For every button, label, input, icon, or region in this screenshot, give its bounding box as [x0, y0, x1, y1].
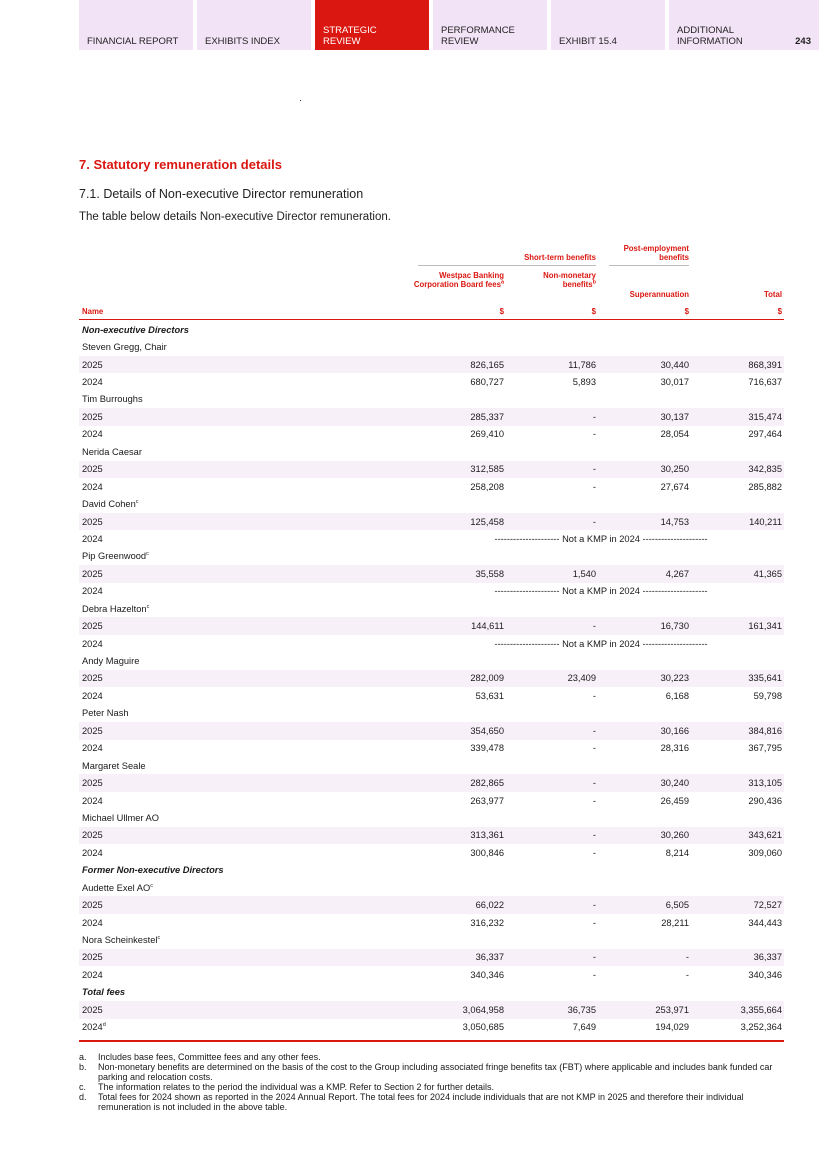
superannuation-cell: 6,505 [665, 900, 689, 911]
nonmonetary-cell: - [592, 690, 596, 701]
year-cell [82, 621, 103, 631]
year-text: 2024 [82, 969, 103, 980]
footnote-marker: c [150, 882, 153, 889]
nonmonetary-cell: - [592, 464, 596, 475]
nonmonetary-cell: - [592, 743, 596, 754]
total-cell: 161,341 [748, 621, 782, 632]
nonmonetary-cell: 11,786 [568, 359, 596, 370]
superannuation-cell: 30,250 [660, 464, 689, 475]
fees-cell: 313,361 [470, 830, 504, 841]
total-cell: 3,252,364 [740, 1022, 782, 1033]
year-text: 2025 [82, 830, 103, 841]
table-row [79, 408, 784, 425]
total-cell: 868,391 [748, 359, 782, 370]
table-row [79, 774, 784, 791]
footnote-marker: c [146, 551, 149, 558]
fees-cell: 3,050,685 [462, 1022, 504, 1033]
intro-text: The table below details Non-executive Director remuneration. [79, 211, 391, 223]
director-name-row [79, 705, 784, 722]
year-text: 2025 [82, 725, 103, 736]
total-cell: 384,816 [748, 725, 782, 736]
col-nonmonetary-unit: $ [591, 307, 596, 316]
nonmonetary-cell: 1,540 [572, 568, 596, 579]
year-text: 2025 [82, 464, 103, 475]
footnote-text: Includes base fees, Committee fees and any other fees. [98, 1052, 321, 1062]
superannuation-cell: 28,054 [660, 429, 689, 440]
total-cell: 285,882 [748, 481, 782, 492]
director-name-row [79, 600, 784, 617]
col-super-unit: $ [684, 307, 689, 316]
table-row [79, 687, 784, 704]
year-cell [82, 360, 103, 370]
year-cell [82, 691, 103, 701]
nonmonetary-cell: - [592, 429, 596, 440]
table-body [79, 321, 784, 1036]
fees-cell: 316,232 [470, 917, 504, 928]
tab-label: FINANCIAL REPORT [87, 36, 179, 47]
director-name-text: Nerida Caesar [82, 446, 142, 457]
director-name-text: Margaret Seale [82, 760, 146, 771]
footnote-text: Non-monetary benefits are determined on the basis of the cost to the Group including associated fringe benefits tax (FBT) where applicable and includes bank funded car parking and relocation costs. [98, 1062, 773, 1082]
nonmonetary-cell: - [592, 847, 596, 858]
director-name-row [79, 931, 784, 948]
fees-cell: 285,337 [470, 411, 504, 422]
total-cell: 59,798 [753, 690, 782, 701]
table-row [79, 949, 784, 966]
nonmonetary-cell: - [592, 952, 596, 963]
section-title: 7. Statutory remuneration details [79, 157, 282, 172]
fees-cell: 826,165 [470, 359, 504, 370]
fees-cell: 36,337 [475, 952, 504, 963]
year-cell [82, 918, 103, 928]
superannuation-cell: 27,674 [660, 481, 689, 492]
fees-cell: 269,410 [470, 429, 504, 440]
fees-cell: 263,977 [470, 795, 504, 806]
director-name-text: Debra Hazelton [82, 603, 147, 614]
superannuation-cell: 26,459 [660, 795, 689, 806]
table-row [79, 966, 784, 983]
table-row [79, 896, 784, 913]
col-name: Name [82, 307, 104, 316]
footnote-marker: c [135, 499, 139, 505]
tab-label: PERFORMANCE REVIEW [441, 25, 515, 47]
footnote-marker: c [146, 603, 150, 610]
superannuation-cell: - [685, 969, 689, 980]
nonmonetary-cell: 7,649 [572, 1022, 596, 1033]
director-name-row [79, 809, 784, 826]
director-name-row [79, 391, 784, 408]
nonmonetary-cell: - [592, 411, 596, 422]
year-cell [82, 464, 103, 474]
year-text: 2024 [82, 481, 103, 492]
stray-dot [300, 100, 301, 101]
fees-cell: 282,865 [470, 778, 504, 789]
table-row [79, 565, 784, 582]
total-cell: 342,835 [748, 464, 782, 475]
footnote-marker: c [157, 934, 161, 941]
year-text: 2025 [82, 1004, 103, 1015]
year-cell [82, 673, 103, 683]
tab-label: STRATEGIC REVIEW [323, 25, 377, 47]
superannuation-cell: 30,017 [660, 377, 689, 388]
year-text: 2025 [82, 621, 103, 632]
group-post-employment-rule [609, 265, 689, 266]
total-cell: 309,060 [748, 847, 782, 858]
fees-cell: 312,585 [470, 464, 504, 475]
director-name [82, 935, 160, 945]
year-text: 2024 [82, 917, 103, 928]
group-post-employment: Post-employment benefits [623, 244, 689, 262]
year-cell [82, 726, 103, 736]
fees-cell: 300,846 [470, 847, 504, 858]
table-section-heading [79, 862, 784, 879]
year-text: 2025 [82, 568, 103, 579]
director-name-row [79, 495, 784, 512]
table-bottom-rule [79, 1040, 784, 1042]
year-cell [82, 1022, 106, 1032]
director-name-text: Pip Greenwood [82, 551, 147, 562]
total-cell: 315,474 [748, 411, 782, 422]
footnote-letter: d. [79, 1092, 87, 1102]
year-text: 2024 [82, 533, 103, 544]
superannuation-cell: 4,267 [665, 568, 689, 579]
footnotes [79, 1052, 779, 1112]
director-name-text: Andy Maguire [82, 656, 140, 667]
col-nonmonetary-label: Non-monetary benefits [543, 271, 596, 289]
year-text: 2024 [82, 847, 103, 858]
year-text: 2025 [82, 411, 103, 422]
fees-cell: 144,611 [471, 621, 504, 632]
tab-exhibits-index[interactable] [197, 0, 311, 50]
table-row [79, 478, 784, 495]
year-text: 2025 [82, 952, 103, 963]
director-name [82, 342, 167, 352]
year-text: 2024 [82, 429, 103, 440]
table-row-not-kmp [79, 583, 784, 600]
director-name-text: Tim Burroughs [82, 394, 143, 405]
year-text: 2024 [82, 1022, 103, 1033]
director-name [82, 604, 149, 614]
year-cell [82, 796, 103, 806]
director-name [82, 761, 146, 771]
superannuation-cell: 30,440 [660, 359, 689, 370]
footnote [79, 1052, 779, 1062]
year-text: 2025 [82, 359, 103, 370]
section-label: Former Non-executive Directors [82, 865, 224, 876]
fees-cell: 66,022 [475, 900, 504, 911]
nonmonetary-cell: - [592, 516, 596, 527]
nonmonetary-cell: 23,409 [567, 673, 596, 684]
total-cell: 297,464 [748, 429, 782, 440]
superannuation-cell: 28,211 [661, 917, 689, 928]
col-fees-note: a [500, 279, 504, 286]
director-name-row [79, 443, 784, 460]
group-short-term: Short-term benefits [524, 253, 596, 262]
total-cell: 290,436 [748, 795, 782, 806]
col-total-unit: $ [777, 307, 782, 316]
total-cell: 340,346 [748, 969, 782, 980]
col-nonmonetary [536, 271, 596, 289]
total-cell: 716,637 [748, 377, 782, 388]
table-row-not-kmp [79, 635, 784, 652]
director-name [82, 499, 139, 509]
fees-cell: 125,458 [470, 516, 504, 527]
total-cell: 344,443 [748, 917, 782, 928]
total-cell: 335,641 [748, 673, 782, 684]
superannuation-cell: 6,168 [665, 690, 689, 701]
director-name-text: Audette Exel AO [82, 882, 151, 893]
year-text: 2024 [82, 638, 103, 649]
director-name [82, 813, 159, 823]
superannuation-cell: 30,137 [660, 411, 689, 422]
footnote-letter: c. [79, 1082, 87, 1092]
footnote-letter: b. [79, 1062, 87, 1072]
director-name-text: Michael Ullmer AO [82, 812, 159, 823]
table-row [79, 1019, 784, 1036]
col-fees-label: Westpac Banking Corporation Board fees [413, 271, 504, 289]
year-text: 2024 [82, 795, 103, 806]
tab-exhibit-15-4[interactable] [551, 0, 665, 50]
table-row [79, 670, 784, 687]
superannuation-cell: 30,260 [660, 830, 689, 841]
header-rule [79, 319, 784, 320]
year-text: 2025 [82, 516, 103, 527]
not-kmp-note: --------------------- Not a KMP in 2024 --------------------- [494, 638, 708, 649]
table-section-heading [79, 984, 784, 1001]
fees-cell: 339,478 [470, 743, 504, 754]
superannuation-cell: 14,753 [660, 516, 689, 527]
nonmonetary-cell: - [592, 900, 596, 911]
director-name [82, 708, 129, 718]
director-name [82, 551, 149, 561]
table-row [79, 827, 784, 844]
year-text: 2024 [82, 377, 103, 388]
table-row [79, 740, 784, 757]
nonmonetary-cell: 36,735 [567, 1004, 596, 1015]
fees-cell: 680,727 [470, 377, 504, 388]
total-cell: 41,365 [753, 568, 782, 579]
table-row [79, 373, 784, 390]
superannuation-cell: 28,316 [660, 743, 689, 754]
footnote-text: Total fees for 2024 shown as reported in the 2024 Annual Report. The total fees for 2024 include individuals that are not KMP in 2025 and therefore their individual remuneration is not included in the above table. [98, 1092, 744, 1112]
year-cell [82, 900, 103, 910]
superannuation-cell: 194,029 [655, 1022, 689, 1033]
col-fees-unit: $ [499, 307, 504, 316]
table-row [79, 844, 784, 861]
section-label: Total fees [82, 987, 126, 998]
total-cell: 313,105 [748, 778, 782, 789]
table-row [79, 914, 784, 931]
superannuation-cell: 8,214 [665, 847, 689, 858]
tab-label: EXHIBIT 15.4 [559, 36, 617, 47]
director-name [82, 656, 139, 666]
section-subtitle: 7.1. Details of Non-executive Director remuneration [79, 187, 364, 201]
footnote-marker: d [102, 1022, 106, 1029]
table-section-heading [79, 321, 784, 338]
director-name-row [79, 338, 784, 355]
year-cell [82, 952, 103, 962]
year-cell [82, 830, 103, 840]
footnote [79, 1082, 779, 1092]
year-cell [82, 377, 103, 387]
group-short-term-rule [418, 265, 596, 266]
year-cell [82, 848, 103, 858]
total-cell: 3,355,664 [740, 1004, 782, 1015]
table-row [79, 1001, 784, 1018]
col-total: Total [763, 290, 782, 299]
year-cell [82, 1005, 103, 1015]
director-name-row [79, 652, 784, 669]
fees-cell: 258,208 [470, 481, 504, 492]
year-text: 2025 [82, 778, 103, 789]
director-name-text: Nora Scheinkestel [82, 935, 158, 946]
fees-cell: 354,650 [470, 725, 504, 736]
nonmonetary-cell: - [592, 621, 596, 632]
table-row [79, 461, 784, 478]
tab-label: EXHIBITS INDEX [205, 36, 280, 47]
nonmonetary-cell: - [592, 725, 596, 736]
table-row [79, 356, 784, 373]
col-fees [409, 271, 504, 289]
top-navigation [79, 0, 819, 50]
total-cell: 72,527 [753, 900, 782, 911]
table-row-not-kmp [79, 530, 784, 547]
not-kmp-note: --------------------- Not a KMP in 2024 --------------------- [494, 586, 708, 597]
nonmonetary-cell: 5,893 [572, 377, 596, 388]
footnote-text: The information relates to the period the individual was a KMP. Refer to Section 2 for further details. [98, 1082, 495, 1092]
total-cell: 140,211 [749, 516, 782, 527]
year-cell [82, 412, 103, 422]
nonmonetary-cell: - [592, 969, 596, 980]
footnote [79, 1092, 779, 1112]
director-name-text: Steven Gregg, Chair [82, 342, 167, 353]
director-name-row [79, 757, 784, 774]
year-cell [82, 482, 103, 492]
director-name [82, 394, 143, 404]
superannuation-cell: 16,730 [660, 621, 689, 632]
superannuation-cell: 30,166 [660, 725, 689, 736]
superannuation-cell: 30,240 [660, 778, 689, 789]
director-name-row [79, 879, 784, 896]
table-row [79, 513, 784, 530]
year-cell [82, 517, 103, 527]
total-cell: 343,621 [748, 830, 782, 841]
year-cell [82, 743, 103, 753]
fees-cell: 282,009 [470, 673, 504, 684]
director-name-row [79, 548, 784, 565]
footnote [79, 1062, 779, 1082]
tab-performance-review[interactable] [433, 0, 547, 50]
year-cell [82, 429, 103, 439]
col-superannuation: Superannuation [629, 290, 689, 299]
superannuation-cell: - [685, 952, 689, 963]
tab-label: ADDITIONAL INFORMATION [677, 25, 743, 47]
nonmonetary-cell: - [592, 795, 596, 806]
footnote-letter: a. [79, 1052, 87, 1062]
superannuation-cell: 30,223 [660, 673, 689, 684]
total-cell: 36,337 [753, 952, 782, 963]
nonmonetary-cell: - [592, 778, 596, 789]
total-cell: 367,795 [748, 743, 782, 754]
tab-additional-information[interactable] [669, 0, 819, 50]
tab-strategic-review[interactable] [315, 0, 429, 50]
year-text: 2024 [82, 743, 103, 754]
table-row [79, 792, 784, 809]
table-row [79, 617, 784, 634]
not-kmp-note: --------------------- Not a KMP in 2024 --------------------- [494, 533, 708, 544]
section-label: Non-executive Directors [82, 324, 189, 335]
table-row [79, 722, 784, 739]
page-number: 243 [795, 36, 811, 47]
nonmonetary-cell: - [592, 481, 596, 492]
fees-cell: 53,631 [475, 690, 504, 701]
fees-cell: 35,558 [475, 568, 504, 579]
table-header [79, 238, 784, 320]
nonmonetary-cell: - [592, 917, 596, 928]
nonmonetary-cell: - [592, 830, 596, 841]
year-cell [82, 778, 103, 788]
year-text: 2025 [82, 900, 103, 911]
col-nonmonetary-note: b [592, 279, 596, 286]
director-name-text: Peter Nash [82, 708, 129, 719]
director-name-text: David Cohen [82, 499, 136, 510]
fees-cell: 3,064,958 [462, 1004, 504, 1015]
year-text: 2025 [82, 673, 103, 684]
fees-cell: 340,346 [470, 969, 504, 980]
table-row [79, 426, 784, 443]
year-cell [82, 970, 103, 980]
director-name [82, 883, 153, 893]
year-text: 2024 [82, 586, 103, 597]
director-name [82, 447, 142, 457]
superannuation-cell: 253,971 [655, 1004, 689, 1015]
tab-financial-report[interactable] [79, 0, 193, 50]
year-text: 2024 [82, 690, 103, 701]
year-cell [82, 569, 103, 579]
